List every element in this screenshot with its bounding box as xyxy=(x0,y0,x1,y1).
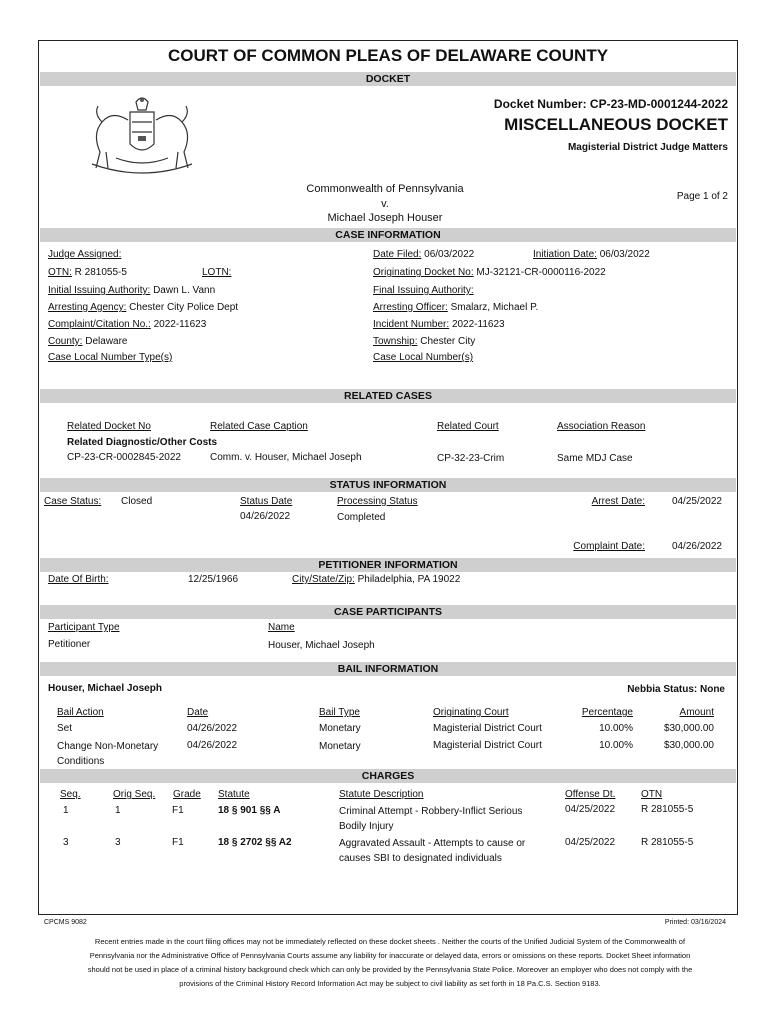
charge-description-cont: Bodily Injury xyxy=(339,821,394,832)
pennsylvania-seal-icon xyxy=(72,92,212,178)
charge-orig-seq: 3 xyxy=(115,837,121,848)
bail-row-amount: $30,000.00 xyxy=(663,740,714,751)
charge-otn-header: OTN xyxy=(641,789,663,800)
bail-row-date: 04/26/2022 xyxy=(187,740,238,751)
charge-description: Aggravated Assault - Attempts to cause or xyxy=(339,838,526,849)
charge-statute: 18 § 2702 §§ A2 xyxy=(218,837,292,848)
related-caption: Comm. v. Houser, Michael Joseph xyxy=(210,452,362,463)
disclaimer: Recent entries made in the court filing offices may not be immediately reflected on these docket sheets . Neither the courts of the Unified Judicial System of the Commonwealth of Pennsylvania nor the Administrative Office of Pennsylvania Courts assume any liability for inaccurate or delayed data, errors or omissions on these reports. Docket Sheet information should not be used in place of a criminal history background check which can only be provided by the Pennsylvania State Police. Moreover an employer who does not comply with the provisions of the Criminal History Record Information Act may be subject to civil liability as set forth in 18 Pa.C.S. Section 9183. xyxy=(87,937,693,988)
case-information-bar: CASE INFORMATION xyxy=(40,228,736,242)
township: Township: Chester City xyxy=(373,336,476,347)
grade-header: Grade xyxy=(173,789,201,800)
city-state-zip: City/State/Zip: Philadelphia, PA 19022 xyxy=(292,574,461,585)
related-cases-bar: RELATED CASES xyxy=(40,389,736,403)
related-docket-header: Related Docket No xyxy=(67,421,151,432)
bail-row-type: Monetary xyxy=(319,741,361,752)
charge-seq: 1 xyxy=(63,805,69,816)
arrest-date-label: Arrest Date: xyxy=(591,496,645,507)
association-reason-header: Association Reason xyxy=(557,421,646,432)
bail-row-action-cont: Conditions xyxy=(57,756,105,767)
bail-row-action: Change Non-Monetary xyxy=(57,741,159,752)
case-participants-bar: CASE PARTICIPANTS xyxy=(40,605,736,619)
date-of-birth: 12/25/1966 xyxy=(188,574,239,585)
arresting-officer: Arresting Officer: Smalarz, Michael P. xyxy=(373,302,539,313)
docket-subtype: Magisterial District Judge Matters xyxy=(567,142,728,153)
bail-row-type: Monetary xyxy=(319,723,361,734)
docket-type: MISCELLANEOUS DOCKET xyxy=(504,115,728,134)
charge-grade: F1 xyxy=(172,837,184,848)
charge-description-cont: causes SBI to designated individuals xyxy=(339,853,502,864)
originating-docket: Originating Docket No: MJ-32121-CR-0000116-2022 xyxy=(373,267,606,278)
related-group-label: Related Diagnostic/Other Costs xyxy=(67,437,218,448)
originating-court-header: Originating Court xyxy=(433,707,509,718)
judge-assigned-label: Judge Assigned: xyxy=(48,249,122,260)
complaint-date-label: Complaint Date: xyxy=(573,541,645,552)
participant-type-header: Participant Type xyxy=(48,622,120,633)
form-number: CPCMS 9082 xyxy=(44,919,87,926)
initiation-date: Initiation Date: 06/03/2022 xyxy=(533,249,650,260)
printed-date: Printed: 03/16/2024 xyxy=(664,919,726,926)
related-caption-header: Related Case Caption xyxy=(210,421,308,432)
charge-offense-date: 04/25/2022 xyxy=(565,804,616,815)
statute-description-header: Statute Description xyxy=(339,789,424,800)
lotn-label: LOTN: xyxy=(202,267,232,278)
otn: OTN: R 281055-5 xyxy=(48,267,127,278)
date-of-birth-label: Date Of Birth: xyxy=(48,574,109,585)
charges-bar: CHARGES xyxy=(40,769,736,783)
bail-type-header: Bail Type xyxy=(319,707,360,718)
status-information-bar: STATUS INFORMATION xyxy=(40,478,736,492)
bail-row-date: 04/26/2022 xyxy=(187,723,238,734)
caption-versus: v. xyxy=(381,198,389,210)
complaint-date: 04/26/2022 xyxy=(671,541,722,552)
status-date-label: Status Date xyxy=(240,496,293,507)
bail-row-action: Set xyxy=(57,723,73,734)
processing-status-label: Processing Status xyxy=(337,496,418,507)
incident-number: Incident Number: 2022-11623 xyxy=(373,319,505,330)
participant-type: Petitioner xyxy=(48,639,91,650)
charge-description: Criminal Attempt - Robbery-Inflict Serious xyxy=(339,806,523,817)
bail-row-percentage: 10.00% xyxy=(599,723,633,734)
docket-bar: DOCKET xyxy=(40,72,736,86)
bail-row-amount: $30,000.00 xyxy=(663,723,714,734)
case-local-number-type-label: Case Local Number Type(s) xyxy=(48,352,173,363)
bail-information-bar: BAIL INFORMATION xyxy=(40,662,736,676)
arresting-agency: Arresting Agency: Chester City Police Dept xyxy=(48,302,239,313)
petitioner-information-bar: PETITIONER INFORMATION xyxy=(40,558,736,572)
charge-orig-seq: 1 xyxy=(115,805,121,816)
association-reason: Same MDJ Case xyxy=(557,453,633,464)
caption-defendant: Michael Joseph Houser xyxy=(327,212,443,224)
charge-grade: F1 xyxy=(172,805,184,816)
caption-plaintiff: Commonwealth of Pennsylvania xyxy=(306,183,464,195)
case-status-label: Case Status: xyxy=(44,496,102,507)
related-court: CP-32-23-Crim xyxy=(437,453,505,464)
page-number: Page 1 of 2 xyxy=(676,191,728,202)
participant-name: Houser, Michael Joseph xyxy=(268,640,375,651)
bail-row-court: Magisterial District Court xyxy=(433,740,542,751)
participant-name-header: Name xyxy=(268,622,295,633)
docket-number: Docket Number: CP-23-MD-0001244-2022 xyxy=(493,97,728,111)
related-docket: CP-23-CR-0002845-2022 xyxy=(67,452,181,463)
bail-date-header: Date xyxy=(187,707,209,718)
charge-statute: 18 § 901 §§ A xyxy=(218,805,281,816)
date-filed: Date Filed: 06/03/2022 xyxy=(373,249,475,260)
statute-header: Statute xyxy=(218,789,250,800)
related-court-header: Related Court xyxy=(437,421,499,432)
bail-person: Houser, Michael Joseph xyxy=(48,683,162,694)
status-date: 04/26/2022 xyxy=(240,511,291,522)
complaint-citation: Complaint/Citation No.: 2022-11623 xyxy=(48,319,207,330)
charge-otn: R 281055-5 xyxy=(641,804,694,815)
charge-otn: R 281055-5 xyxy=(641,837,694,848)
orig-seq-header: Orig Seq. xyxy=(113,789,156,800)
charge-seq: 3 xyxy=(63,837,69,848)
nebbia-status: Nebbia Status: None xyxy=(627,684,725,695)
processing-status: Completed xyxy=(337,512,386,523)
case-status: Closed xyxy=(121,496,153,507)
bail-action-header: Bail Action xyxy=(57,707,104,718)
bail-row-court: Magisterial District Court xyxy=(433,723,542,734)
court-title: COURT OF COMMON PLEAS OF DELAWARE COUNTY xyxy=(167,46,609,65)
amount-header: Amount xyxy=(679,707,714,718)
percentage-header: Percentage xyxy=(581,707,633,718)
charge-offense-date: 04/25/2022 xyxy=(565,837,616,848)
seq-header: Seq. xyxy=(60,789,81,800)
case-local-numbers-label: Case Local Number(s) xyxy=(373,352,474,363)
bail-row-percentage: 10.00% xyxy=(599,740,633,751)
county: County: Delaware xyxy=(48,336,128,347)
arrest-date: 04/25/2022 xyxy=(671,496,722,507)
offense-date-header: Offense Dt. xyxy=(565,789,616,800)
initial-issuing-authority: Initial Issuing Authority: Dawn L. Vann xyxy=(48,285,216,296)
final-issuing-authority-label: Final Issuing Authority: xyxy=(373,285,474,296)
